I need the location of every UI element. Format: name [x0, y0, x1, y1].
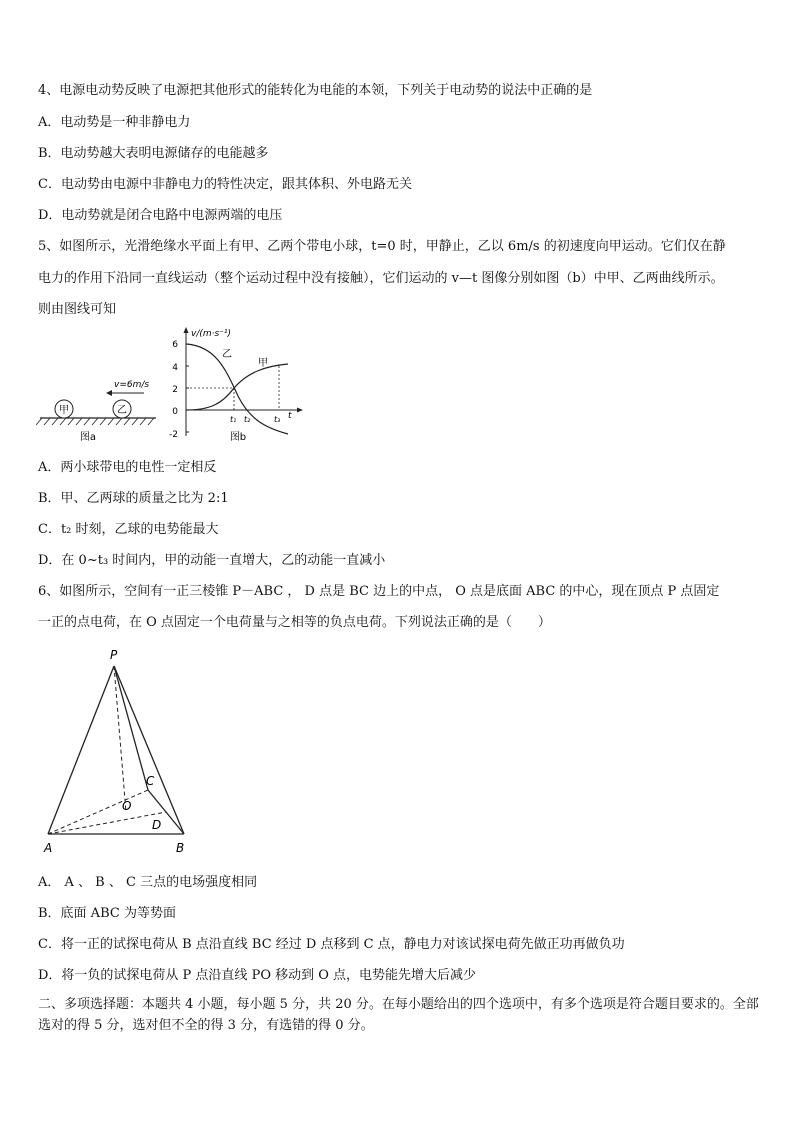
curve-yi	[186, 344, 288, 434]
curve-jia	[186, 364, 288, 410]
figure-a-caption: 图a	[79, 432, 97, 443]
velocity-arrowhead	[106, 390, 112, 396]
x-tick-t1: t₁	[230, 415, 237, 424]
label-C: C	[146, 774, 155, 788]
ground-hatching	[36, 418, 154, 425]
q6-option-c: C．将一正的试探电荷从 B 点沿直线 BC 经过 D 点移到 C 点，静电力对该试探电荷先做正功再做负功	[38, 937, 625, 952]
q5-figure-a	[36, 368, 166, 448]
q5-stem-line3: 则由图线可知	[38, 302, 117, 317]
y-tick-neg2: -2	[169, 430, 178, 440]
q5-stem-line2: 电力的作用下沿同一直线运动（整个运动过程中没有接触），它们运动的 v—t 图像分别如图（b）中甲、乙两曲线所示。	[38, 271, 724, 286]
q4-stem: 4、电源电动势反映了电源把其他形式的能转化为电能的本领，下列关于电动势的说法中正确的是	[38, 83, 593, 98]
pyramid-solid-edges	[48, 666, 184, 834]
curve-jia-label: 甲	[258, 358, 268, 369]
x-axis-label: t	[288, 411, 292, 421]
q4-option-b: B．电动势越大表明电源储存的电能越多	[38, 146, 269, 161]
label-B: B	[176, 841, 185, 855]
figure-b-caption: 图b	[229, 432, 247, 443]
label-P: P	[110, 648, 118, 662]
ball-jia-label: 甲	[59, 405, 69, 416]
q5-option-b: B．甲、乙两球的质量之比为 2:1	[38, 491, 229, 506]
section2-instructions: 二、多项选择题：本题共 4 小题，每小题 5 分，共 20 分。在每小题给出的四个选项中，有多个选项是符合题目要求的。全部选对的得 5 分，选对但不全的得 3 分，有选错的得 0 分。	[38, 997, 759, 1033]
q5-stem-line1: 5、如图所示，光滑绝缘水平面上有甲、乙两个带电小球，t=0 时，甲静止，乙以 6m/s 的初速度向甲运动。它们仅在静	[38, 239, 726, 254]
y-tick-4: 4	[172, 363, 178, 373]
y-axis-label: v/(m·s⁻¹)	[191, 329, 232, 339]
q6-stem-line1: 6、如图所示，空间有一正三棱锥 P－ABC ， D 点是 BC 边上的中点， O 点是底面 ABC 的中心，现在顶点 P 点固定	[38, 584, 720, 599]
y-tick-2: 2	[172, 385, 178, 395]
label-D: D	[152, 818, 162, 832]
x-tick-t3: t₃	[274, 415, 281, 424]
label-A: A	[44, 841, 53, 855]
q5-option-d: D．在 0~t₃ 时间内，甲的动能一直增大，乙的动能一直减小	[38, 553, 386, 568]
q6-option-a: A． A 、 B 、 C 三点的电场强度相同	[38, 875, 258, 890]
ball-yi-label: 乙	[117, 405, 127, 416]
x-axis-arrowhead	[297, 408, 303, 413]
q4-option-a: A．电动势是一种非静电力	[38, 115, 191, 130]
q6-pyramid-figure	[36, 644, 206, 858]
q5-option-c: C．t₂ 时刻，乙球的电势能最大	[38, 522, 219, 537]
y-axis-arrowhead	[184, 327, 189, 333]
q6-stem-line2: 一正的点电荷，在 O 点固定一个电荷量与之相等的负点电荷。下列说法正确的是（ ）	[38, 615, 551, 630]
q5-option-a: A．两小球带电的电性一定相反	[38, 460, 217, 475]
q6-option-b: B．底面 ABC 为等势面	[38, 906, 176, 921]
q5-figure-b	[164, 324, 310, 444]
curve-yi-label: 乙	[222, 349, 232, 360]
y-tick-6: 6	[172, 340, 178, 350]
q4-option-c: C．电动势由电源中非静电力的特性决定，跟其体积、外电路无关	[38, 177, 412, 192]
label-O: O	[122, 799, 132, 813]
velocity-label: v=6m/s	[114, 380, 150, 390]
q4-option-d: D．电动势就是闭合电路中电源两端的电压	[38, 208, 283, 223]
q6-option-d: D．将一负的试探电荷从 P 点沿直线 PO 移动到 O 点，电势能先增大后减少	[38, 968, 477, 983]
y-tick-0: 0	[172, 407, 178, 417]
x-tick-t2: t₂	[244, 415, 251, 424]
